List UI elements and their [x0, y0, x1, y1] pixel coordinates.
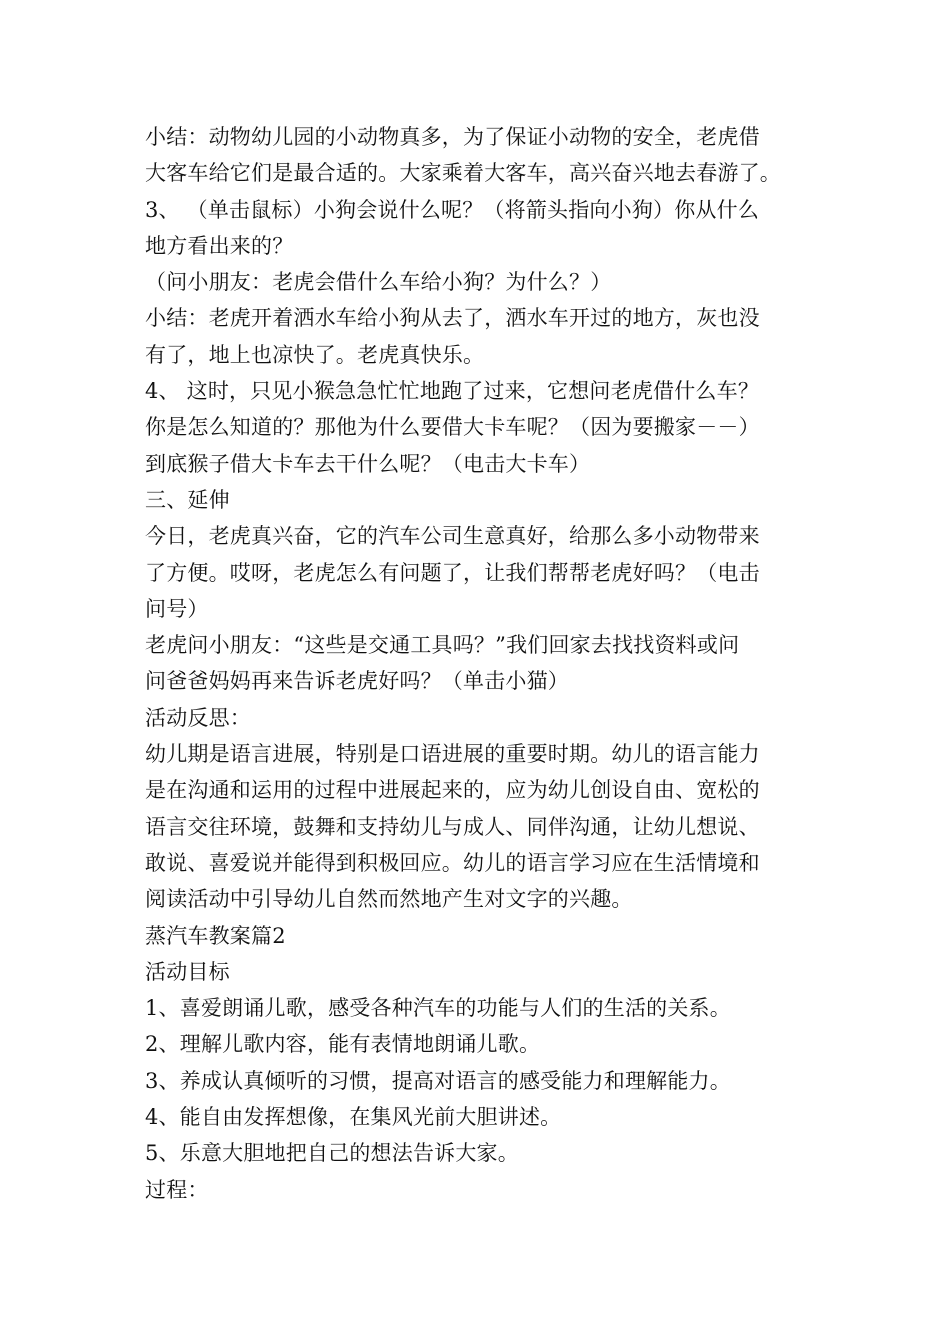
list-item: 2、理解儿歌内容，能有表情地朗诵儿歌。 — [145, 1032, 541, 1057]
text-line: 老虎问小朋友：“这些是交通工具吗？”我们回家去找找资料或问 — [145, 633, 740, 658]
text-line: 3、 （单击鼠标）小狗会说什么呢？（将箭头指向小狗）你从什么 — [145, 197, 760, 222]
text-line: 小结：老虎开着洒水车给小狗从去了，洒水车开过的地方，灰也没 — [145, 306, 760, 331]
section-heading: 三、延伸 — [145, 487, 230, 512]
section-heading: 活动目标 — [145, 959, 230, 984]
text-line: 是在沟通和运用的过程中进展起来的，应为幼儿创设自由、宽松的 — [145, 778, 760, 803]
text-line: 了方便。哎呀，老虎怎么有问题了，让我们帮帮老虎好吗？（电击 — [145, 560, 760, 585]
text-line: 问爸爸妈妈再来告诉老虎好吗？（单击小猫） — [145, 669, 569, 694]
text-line: （问小朋友：老虎会借什么车给小狗？为什么？） — [145, 270, 612, 295]
text-line: 幼儿期是语言进展，特别是口语进展的重要时期。幼儿的语言能力 — [145, 742, 760, 767]
document-body — [145, 119, 815, 1208]
text-line: 阅读活动中引导幼儿自然而然地产生对文字的兴趣。 — [145, 887, 633, 912]
text-line: 敢说、喜爱说并能得到积极回应。幼儿的语言学习应在生活情境和 — [145, 850, 760, 875]
text-line: 大客车给它们是最合适的。大家乘着大客车，高兴奋兴地去春游了。 — [145, 161, 781, 186]
text-line: 到底猴子借大卡车去干什么呢？（电击大卡车） — [145, 451, 591, 476]
text-line: 有了，地上也凉快了。老虎真快乐。 — [145, 342, 485, 367]
section-heading: 蒸汽车教案篇2 — [145, 923, 286, 948]
section-heading: 过程： — [145, 1177, 209, 1202]
list-item: 3、养成认真倾听的习惯，提高对语言的感受能力和理解能力。 — [145, 1068, 731, 1093]
text-line: 小结：动物幼儿园的小动物真多，为了保证小动物的安全，老虎借 — [145, 125, 760, 149]
text-line: 地方看出来的？ — [145, 233, 294, 258]
text-line: 你是怎么知道的？那他为什么要借大卡车呢？（因为要搬家－－） — [145, 415, 760, 440]
text-line: 问号） — [145, 596, 209, 621]
list-item: 4、能自由发挥想像，在集风光前大胆讲述。 — [145, 1105, 562, 1130]
text-line: 今日，老虎真兴奋，它的汽车公司生意真好，给那么多小动物带来 — [145, 524, 760, 549]
list-item: 5、乐意大胆地把自己的想法告诉大家。 — [145, 1141, 519, 1166]
list-item: 1、喜爱朗诵儿歌，感受各种汽车的功能与人们的生活的关系。 — [145, 996, 731, 1021]
text-line: 4、 这时，只见小猴急急忙忙地跑了过来，它想问老虎借什么车？ — [145, 379, 760, 404]
text-line: 语言交往环境，鼓舞和支持幼儿与成人、同伴沟通，让幼儿想说、 — [145, 814, 760, 839]
section-heading: 活动反思： — [145, 705, 251, 730]
